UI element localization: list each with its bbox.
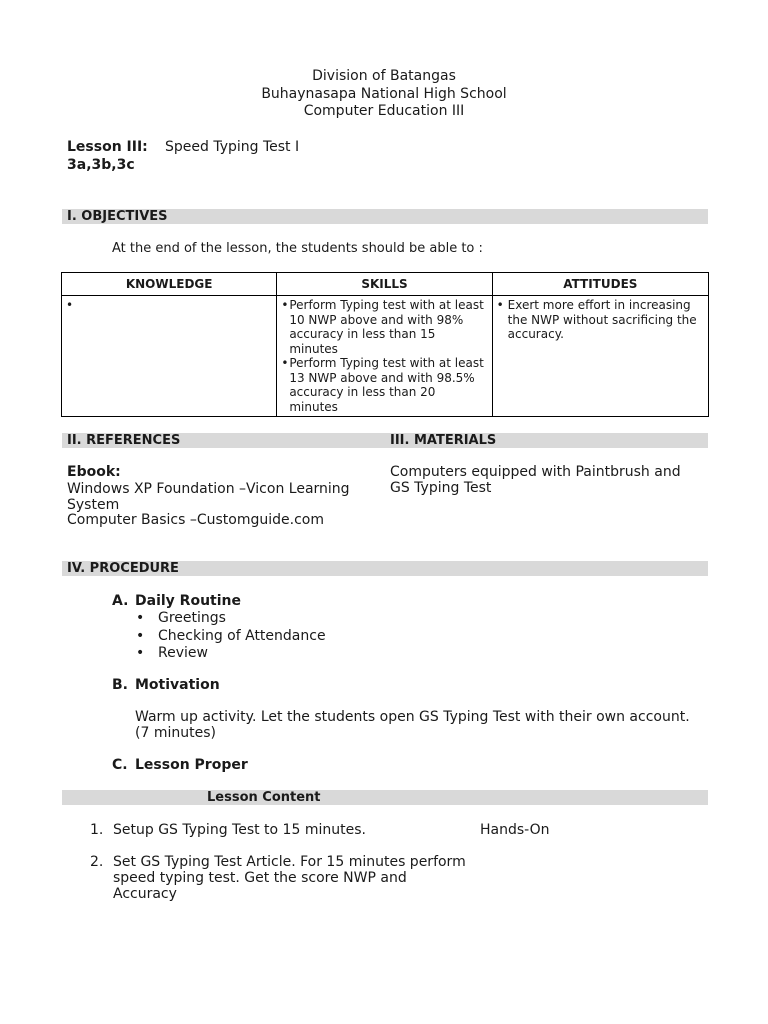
- skills-item: • Perform Typing test with at least 10 NWP above and with 98% accuracy in less than 15 minutes: [281, 298, 484, 356]
- knowledge-cell: [62, 296, 277, 417]
- motivation-title: Motivation: [135, 677, 220, 693]
- skills-header: SKILLS: [277, 273, 492, 296]
- subject-heading: Computer Education III: [303, 103, 465, 119]
- attitudes-item: • Exert more effort in increasing the NWP without sacrificing the accuracy.: [496, 298, 697, 341]
- objectives-intro: At the end of the lesson, the students should be able to :: [112, 241, 483, 256]
- daily-routine-title: Daily Routine: [135, 593, 241, 609]
- references-materials-bar: [62, 433, 708, 448]
- lesson-label: Lesson III:: [67, 139, 148, 155]
- attitudes-header: ATTITUDES: [492, 273, 708, 296]
- routine-item: Checking of Attendance: [158, 628, 326, 644]
- routine-item: Review: [158, 645, 208, 661]
- objectives-table-row: [62, 296, 709, 417]
- section-a-label: A.: [112, 593, 129, 609]
- step-number: 1.: [90, 822, 104, 838]
- bullet-icon: •: [136, 645, 145, 661]
- knowledge-header: KNOWLEDGE: [62, 273, 277, 296]
- lesson-title: Speed Typing Test I: [165, 139, 300, 155]
- lesson-proper-title: Lesson Proper: [135, 757, 248, 773]
- lesson-code: 3a,3b,3c: [67, 157, 135, 173]
- objectives-heading: I. OBJECTIVES: [67, 209, 168, 224]
- materials-heading: III. MATERIALS: [390, 433, 497, 448]
- division-heading: Division of Batangas: [312, 68, 456, 84]
- attitudes-cell: [492, 296, 708, 417]
- school-heading: Buhaynasapa National High School: [261, 86, 507, 102]
- lesson-content-bar: [62, 790, 708, 805]
- lesson-content-heading: Lesson Content: [207, 790, 321, 805]
- references-heading: II. REFERENCES: [67, 433, 181, 448]
- step-number: 2.: [90, 854, 104, 870]
- routine-item: Greetings: [158, 610, 226, 626]
- procedure-heading: IV. PROCEDURE: [67, 561, 179, 576]
- materials-text: Computers equipped with Paintbrush and GS Typing Test: [390, 464, 681, 496]
- skills-item: • Perform Typing test with at least 13 NWP above and with 98.5% accuracy in less than 20 minutes: [281, 356, 484, 414]
- step-text: Setup GS Typing Test to 15 minutes.: [113, 822, 366, 838]
- objectives-table-header-row: [62, 273, 709, 296]
- step-text: Set GS Typing Test Article. For 15 minutes perform speed typing test. Get the score NWP and Accuracy: [113, 854, 466, 902]
- section-b-label: B.: [112, 677, 128, 693]
- step-note: Hands-On: [480, 822, 550, 838]
- ebook-label: Ebook:: [67, 464, 121, 480]
- skills-cell: [277, 296, 492, 417]
- motivation-text: Warm up activity. Let the students open GS Typing Test with their own account. (7 minutes): [135, 709, 690, 741]
- procedure-bar: [62, 561, 708, 576]
- reference-item: Windows XP Foundation –Vicon Learning System: [67, 481, 350, 513]
- section-c-label: C.: [112, 757, 128, 773]
- bullet-icon: •: [136, 628, 145, 644]
- reference-item: Computer Basics –Customguide.com: [67, 512, 324, 528]
- objectives-bar: [62, 209, 708, 224]
- knowledge-bullet: •: [66, 298, 74, 312]
- objectives-table: [61, 272, 709, 417]
- bullet-icon: •: [136, 610, 145, 626]
